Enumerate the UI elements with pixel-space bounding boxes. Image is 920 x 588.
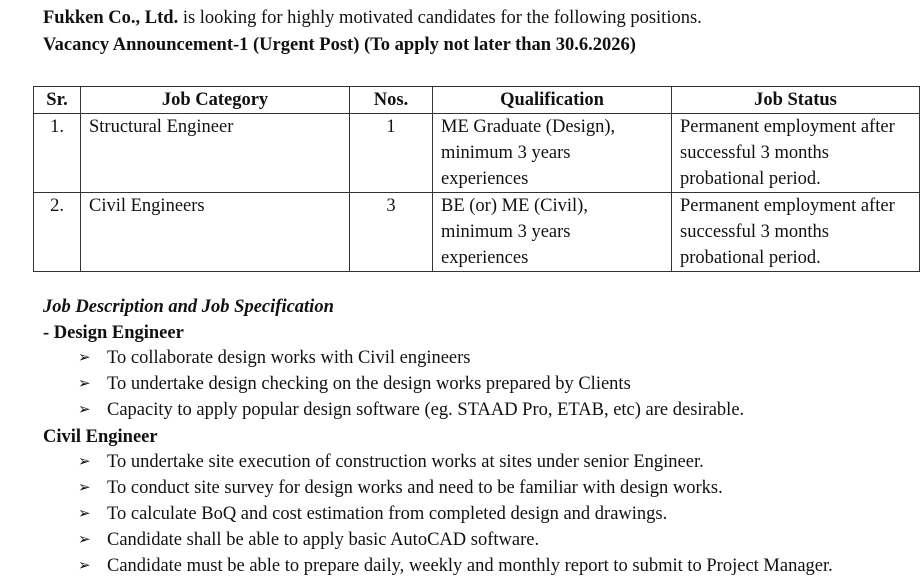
list-item <box>78 371 744 397</box>
qualification-line: ME Graduate (Design), <box>441 117 616 137</box>
list-item <box>78 527 833 553</box>
design-engineer-list <box>78 345 744 423</box>
arrow-bullet-icon: ➢ <box>78 506 91 522</box>
header-qualification: Qualification <box>433 87 672 114</box>
arrow-bullet-icon: ➢ <box>78 376 91 392</box>
cell-status <box>672 114 920 193</box>
list-item <box>78 449 833 475</box>
cell-nos: 1 <box>350 114 433 193</box>
cell-qualification <box>433 114 672 193</box>
list-item-text: To conduct site survey for design works and need to be familiar with design works. <box>107 478 723 498</box>
qualification-line: minimum 3 years <box>441 222 571 242</box>
table-row <box>34 193 920 272</box>
company-name: Fukken Co., Ltd. <box>43 8 179 28</box>
cell-category: Structural Engineer <box>81 114 350 193</box>
status-line: successful 3 months <box>680 143 830 163</box>
cell-sr: 2. <box>34 193 81 272</box>
list-item <box>78 553 833 579</box>
cell-category: Civil Engineers <box>81 193 350 272</box>
cell-sr: 1. <box>34 114 81 193</box>
arrow-bullet-icon: ➢ <box>78 532 91 548</box>
civil-engineer-title: Civil Engineer <box>43 427 158 447</box>
status-line: Permanent employment after <box>680 196 895 216</box>
qualification-line: experiences <box>441 248 529 268</box>
job-description-heading: Job Description and Job Specification <box>43 297 334 317</box>
status-line: successful 3 months <box>680 222 830 242</box>
list-item-text: To undertake design checking on the design works prepared by Clients <box>107 374 631 394</box>
status-line: probational period. <box>680 248 821 268</box>
list-item <box>78 501 833 527</box>
arrow-bullet-icon: ➢ <box>78 350 91 366</box>
cell-status <box>672 193 920 272</box>
status-line: probational period. <box>680 169 821 189</box>
list-item-text: Candidate must be able to prepare daily, weekly and monthly report to submit to Project Manager. <box>107 556 833 576</box>
intro-text: is looking for highly motivated candidates for the following positions. <box>178 8 702 28</box>
civil-engineer-list <box>78 449 833 579</box>
table-header-row <box>34 87 920 114</box>
arrow-bullet-icon: ➢ <box>78 480 91 496</box>
arrow-bullet-icon: ➢ <box>78 558 91 574</box>
vacancy-title: Vacancy Announcement-1 (Urgent Post) (To apply not later than 30.6.2026) <box>43 35 636 55</box>
list-item-text: Capacity to apply popular design software (eg. STAAD Pro, ETAB, etc) are desirable. <box>107 400 745 420</box>
intro-line <box>43 6 702 30</box>
vacancy-table <box>33 86 920 272</box>
design-engineer-title: - Design Engineer <box>43 323 184 343</box>
arrow-bullet-icon: ➢ <box>78 454 91 470</box>
qualification-line: BE (or) ME (Civil), <box>441 196 588 216</box>
list-item-text: To undertake site execution of construction works at sites under senior Engineer. <box>107 452 704 472</box>
list-item <box>78 345 744 371</box>
cell-qualification <box>433 193 672 272</box>
list-item <box>78 475 833 501</box>
list-item-text: To calculate BoQ and cost estimation from completed design and drawings. <box>107 504 668 524</box>
header-nos: Nos. <box>350 87 433 114</box>
cell-nos: 3 <box>350 193 433 272</box>
header-job-category: Job Category <box>81 87 350 114</box>
qualification-line: experiences <box>441 169 529 189</box>
list-item-text: To collaborate design works with Civil engineers <box>107 348 471 368</box>
list-item-text: Candidate shall be able to apply basic AutoCAD software. <box>107 530 540 550</box>
arrow-bullet-icon: ➢ <box>78 402 91 418</box>
status-line: Permanent employment after <box>680 117 895 137</box>
qualification-line: minimum 3 years <box>441 143 571 163</box>
list-item <box>78 397 744 423</box>
table-row <box>34 114 920 193</box>
header-job-status: Job Status <box>672 87 920 114</box>
header-sr: Sr. <box>34 87 81 114</box>
